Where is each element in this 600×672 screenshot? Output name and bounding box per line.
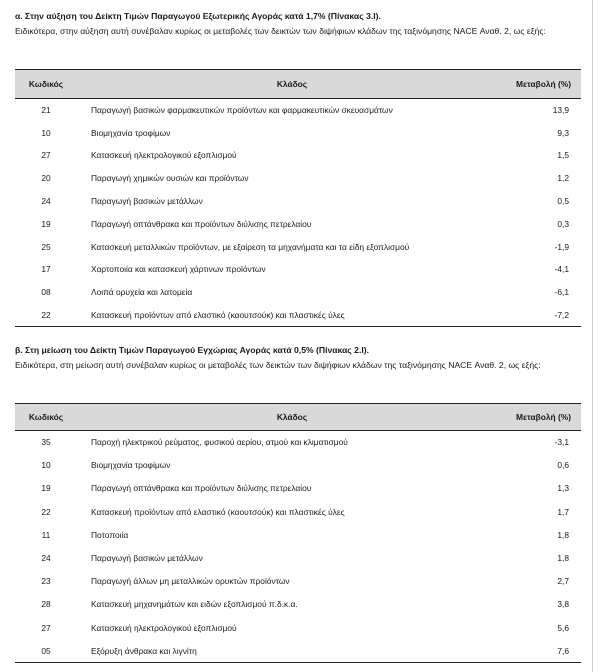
table-row bbox=[15, 212, 581, 235]
row-sector: Κατασκευή προϊόντων από ελαστικό (καουτσούκ) και πλαστικές ύλες bbox=[77, 304, 507, 327]
row-code: 27 bbox=[41, 622, 51, 633]
table-header-row bbox=[15, 70, 581, 99]
table-row bbox=[15, 546, 581, 569]
row-code: 22 bbox=[15, 304, 77, 327]
header-code: Κωδικός bbox=[15, 70, 77, 99]
row-change: 0,3 bbox=[557, 218, 569, 229]
row-change: 2,7 bbox=[557, 576, 569, 587]
row-code: 24 bbox=[41, 196, 51, 207]
row-change: 5,6 bbox=[557, 622, 569, 633]
table-row bbox=[15, 454, 581, 477]
row-code: 17 bbox=[41, 264, 51, 275]
row-sector: Παραγωγή χημικών ουσιών και προϊόντων bbox=[91, 173, 249, 184]
row-sector: Παραγωγή οπτάνθρακα και προϊόντων διύλισης πετρελαίου bbox=[91, 483, 312, 494]
row-code: 28 bbox=[41, 599, 51, 610]
section-b-table bbox=[15, 403, 581, 663]
page-edge-divider bbox=[592, 0, 593, 672]
row-change: 1,8 bbox=[557, 529, 569, 540]
table-row bbox=[15, 167, 581, 190]
section-a-title: α. Στην αύξηση του Δείκτη Τιμών Παραγωγού Εξωτερικής Αγοράς κατά 1,7% (Πίνακας 3.I). bbox=[15, 11, 381, 21]
row-sector: Εξόρυξη άνθρακα και λιγνίτη bbox=[77, 639, 507, 662]
table-row bbox=[15, 616, 581, 639]
section-a-description: Ειδικότερα, στην αύξηση αυτή συνέβαλαν κυρίως οι μεταβολές των δεικτών των διψήφιων κλάδων της ταξινόμησης NACE Αναθ. 2, ως εξής: bbox=[15, 26, 546, 36]
header-sector: Κλάδος bbox=[77, 404, 507, 431]
section-b-table-body bbox=[15, 431, 581, 663]
table-row bbox=[15, 523, 581, 546]
section-b-description: Ειδικότερα, στη μείωση αυτή συνέβαλαν κυρίως οι μεταβολές των δεικτών των διψήφιων κλάδων της ταξινόμησης NACE Αναθ. 2, ως εξής: bbox=[15, 360, 541, 370]
header-change: Μεταβολή (%) bbox=[507, 70, 581, 99]
row-sector: Κατασκευή ηλεκτρολογικού εξοπλισμού bbox=[91, 622, 237, 633]
row-sector: Παροχή ηλεκτρικού ρεύματος, φυσικού αερίου, ατμού και κλιματισμού bbox=[91, 437, 348, 448]
table-row bbox=[15, 281, 581, 304]
row-code: 19 bbox=[41, 218, 51, 229]
table-row bbox=[15, 593, 581, 616]
row-code: 27 bbox=[41, 150, 51, 161]
row-sector: Βιομηχανία τροφίμων bbox=[91, 460, 171, 471]
row-sector: Ποτοποιία bbox=[91, 529, 129, 540]
row-change: 0,5 bbox=[557, 196, 569, 207]
row-code: 10 bbox=[41, 460, 51, 471]
row-code: 10 bbox=[41, 127, 51, 138]
row-sector: Παραγωγή βασικών μετάλλων bbox=[91, 196, 203, 207]
row-sector: Κατασκευή μεταλλικών προϊόντων, με εξαίρεση τα μηχανήματα και τα είδη εξοπλισμού bbox=[91, 241, 410, 252]
row-code: 20 bbox=[41, 173, 51, 184]
table-row bbox=[15, 570, 581, 593]
table-row bbox=[15, 258, 581, 281]
row-code: 23 bbox=[41, 576, 51, 587]
row-code: 05 bbox=[15, 639, 77, 662]
row-change: 0,6 bbox=[557, 460, 569, 471]
row-code: 24 bbox=[41, 553, 51, 564]
table-row bbox=[15, 235, 581, 258]
row-sector: Βιομηχανία τροφίμων bbox=[91, 127, 171, 138]
row-sector: Κατασκευή ηλεκτρολογικού εξοπλισμού bbox=[91, 150, 237, 161]
row-sector: Παραγωγή οπτάνθρακα και προϊόντων διύλισης πετρελαίου bbox=[91, 218, 312, 229]
row-code: 35 bbox=[41, 437, 51, 448]
row-change: -1,9 bbox=[554, 241, 569, 252]
table-row bbox=[15, 144, 581, 167]
row-code: 22 bbox=[41, 506, 51, 517]
row-change: -7,2 bbox=[507, 304, 581, 327]
row-sector: Παραγωγή βασικών φαρμακευτικών προϊόντων και φαρμακευτικών σκευασμάτων bbox=[91, 105, 393, 116]
header-code: Κωδικός bbox=[15, 404, 77, 431]
row-change: -6,1 bbox=[554, 287, 569, 298]
row-change: 1,7 bbox=[557, 506, 569, 517]
row-code: 11 bbox=[41, 529, 51, 540]
header-sector: Κλάδος bbox=[77, 70, 507, 99]
table-row bbox=[15, 431, 581, 454]
row-code: 08 bbox=[41, 287, 51, 298]
row-code: 19 bbox=[41, 483, 51, 494]
table-row bbox=[15, 477, 581, 500]
table-row bbox=[15, 500, 581, 523]
row-code: 21 bbox=[41, 105, 51, 116]
row-sector: Χαρτοποιία και κατασκευή χάρτινων προϊόντων bbox=[91, 264, 266, 275]
section-a-table-body bbox=[15, 99, 581, 327]
table-row bbox=[15, 639, 581, 662]
row-change: 3,8 bbox=[557, 599, 569, 610]
row-change: 1,2 bbox=[557, 173, 569, 184]
row-change: 7,6 bbox=[507, 639, 581, 662]
table-header-row bbox=[15, 404, 581, 431]
row-change: 1,8 bbox=[557, 553, 569, 564]
section-b-title: β. Στη μείωση του Δείκτη Τιμών Παραγωγού Εγχώριας Αγοράς κατά 0,5% (Πίνακας 2.I). bbox=[15, 345, 369, 355]
row-change: 9,3 bbox=[557, 127, 569, 138]
row-sector: Παραγωγή άλλων μη μεταλλικών ορυκτών προϊόντων bbox=[91, 576, 290, 587]
row-sector: Λοιπά ορυχεία και λατομεία bbox=[91, 287, 193, 298]
row-code: 25 bbox=[41, 241, 51, 252]
row-change: -3,1 bbox=[554, 437, 569, 448]
table-row bbox=[15, 304, 581, 327]
header-change: Μεταβολή (%) bbox=[507, 404, 581, 431]
row-change: 1,3 bbox=[557, 483, 569, 494]
row-change: 1,5 bbox=[557, 150, 569, 161]
section-a-table bbox=[15, 69, 581, 327]
row-sector: Κατασκευή μηχανημάτων και ειδών εξοπλισμού π.δ.κ.α. bbox=[91, 599, 298, 610]
row-sector: Κατασκευή προϊόντων από ελαστικό (καουτσούκ) και πλαστικές ύλες bbox=[91, 506, 345, 517]
table-row bbox=[15, 99, 581, 122]
row-change: 13,9 bbox=[552, 105, 569, 116]
table-row bbox=[15, 121, 581, 144]
table-row bbox=[15, 190, 581, 213]
row-change: -4,1 bbox=[554, 264, 569, 275]
row-sector: Παραγωγή βασικών μετάλλων bbox=[91, 553, 203, 564]
